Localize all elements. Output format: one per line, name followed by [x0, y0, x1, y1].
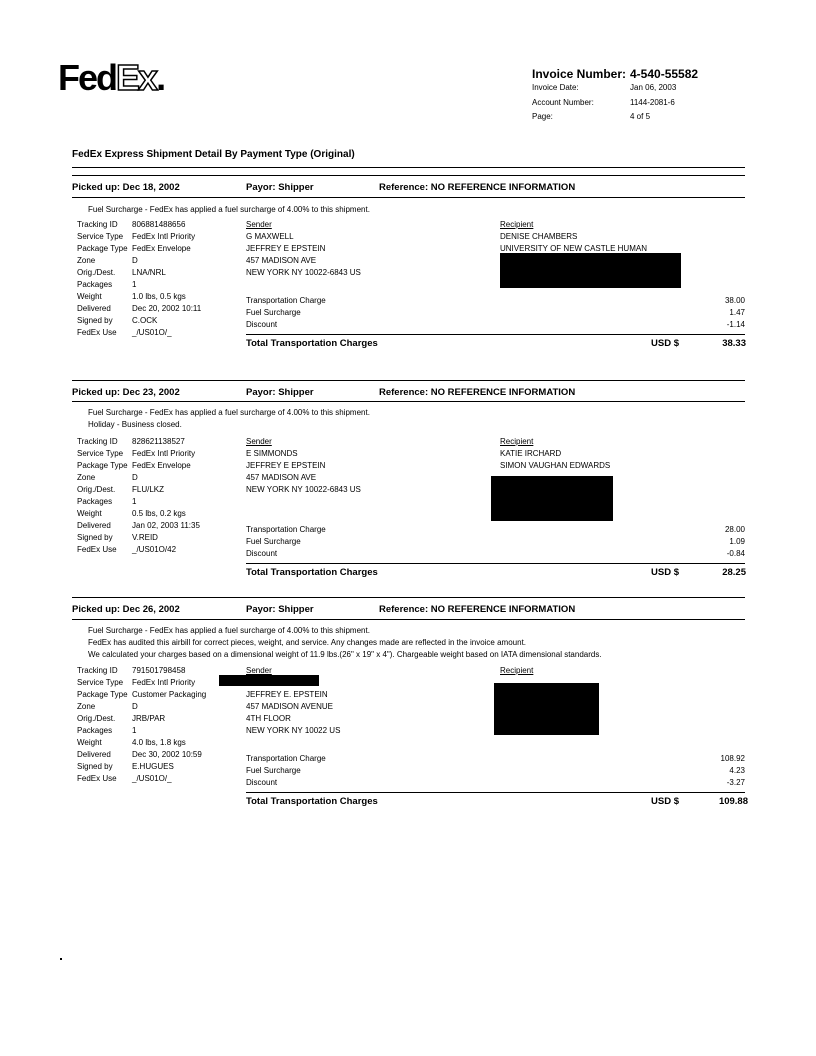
page-label: Page: [532, 112, 553, 121]
redaction-box [219, 675, 319, 686]
recipient-block: Recipient KATIE IRCHARD SIMON VAUGHAN EDWARDS [500, 437, 611, 470]
shipment-notes: Fuel Surcharge - FedEx has applied a fuel surcharge of 4.00% to this shipment. FedEx has audited this airbill for correct pieces, weight, and service. Any changes made are reflected in the invoice amount. We calculated your charges based on a dimensional weight of 11.9 lbs.(26" x 19" x 4"). Chargeable weight based on IATA dimensional standards. [88, 626, 602, 659]
currency: USD $ [651, 567, 679, 578]
fedex-logo: FedEx. [58, 57, 165, 98]
reference: Reference: NO REFERENCE INFORMATION [379, 604, 576, 615]
sender-block: Sender E SIMMONDS JEFFREY E EPSTEIN 457 MADISON AVE NEW YORK NY 10022-6843 US [246, 437, 361, 494]
shipment-note: Fuel Surcharge - FedEx has applied a fuel surcharge of 4.00% to this shipment. [88, 205, 370, 214]
total-label: Total Transportation Charges [246, 796, 378, 807]
redaction-box [491, 476, 613, 521]
divider [72, 380, 745, 381]
divider [246, 563, 745, 564]
invoice-number: 4-540-55582 [630, 67, 699, 81]
recipient-block: Recipient DENISE CHAMBERS UNIVERSITY OF NEW CASTLE HUMAN [500, 220, 647, 253]
account-number-label: Account Number: [532, 98, 594, 107]
payor: Payor: Shipper [246, 182, 314, 193]
recipient-block: Recipient [500, 666, 534, 675]
currency: USD $ [651, 338, 679, 349]
divider [246, 334, 745, 335]
total-label: Total Transportation Charges [246, 338, 378, 349]
reference: Reference: NO REFERENCE INFORMATION [379, 182, 576, 193]
total-amount: 38.33 [722, 338, 746, 349]
shipment-notes: Fuel Surcharge - FedEx has applied a fuel surcharge of 4.00% to this shipment. Holiday - Business closed. [88, 408, 370, 429]
total-label: Total Transportation Charges [246, 567, 378, 578]
redaction-box [500, 253, 681, 288]
divider [72, 197, 745, 198]
divider [72, 401, 745, 402]
charge-labels: Transportation Charge Fuel Surcharge Discount [246, 296, 326, 329]
payor: Payor: Shipper [246, 387, 314, 398]
charge-values: 38.00 1.47 -1.14 [724, 296, 745, 329]
invoice-date-label: Invoice Date: [532, 83, 579, 92]
divider [72, 175, 745, 176]
picked-up-date: Picked up: Dec 23, 2002 [72, 387, 180, 398]
total-amount: 109.88 [718, 796, 748, 807]
account-number: 1144-2081-6 [630, 98, 675, 107]
detail-labels: Tracking ID Service Type Package Type Zone Orig./Dest. Packages Weight Delivered Signed by FedEx Use [77, 666, 128, 783]
divider [246, 792, 745, 793]
charge-values: 108.92 4.23 -3.27 [720, 754, 745, 787]
stray-mark [60, 958, 62, 960]
detail-values: 791501798458 FedEx Intl Priority Customer Packaging D JRB/PAR 1 4.0 lbs, 1.8 kgs Dec 30, 2002 10:59 E.HUGUES _/US01O/_ [132, 666, 207, 783]
charge-values: 28.00 1.09 -0.84 [724, 525, 745, 558]
divider [72, 167, 745, 168]
total-amount: 28.25 [722, 567, 746, 578]
currency: USD $ [651, 796, 679, 807]
detail-values: 806881488656 FedEx Intl Priority FedEx Envelope D LNA/NRL 1 1.0 lbs, 0.5 kgs Dec 20, 2002 10:11 C.OCK _/US01O/_ [132, 220, 202, 337]
divider [72, 597, 745, 598]
payor: Payor: Shipper [246, 604, 314, 615]
detail-labels: Tracking ID Service Type Package Type Zone Orig./Dest. Packages Weight Delivered Signed by FedEx Use [77, 220, 128, 337]
sender-block: Sender JEFFREY E. EPSTEIN 457 MADISON AVENUE 4TH FLOOR NEW YORK NY 10022 US [246, 666, 341, 735]
picked-up-date: Picked up: Dec 26, 2002 [72, 604, 180, 615]
charge-labels: Transportation Charge Fuel Surcharge Discount [246, 754, 326, 787]
charge-labels: Transportation Charge Fuel Surcharge Discount [246, 525, 326, 558]
detail-values: 828621138527 FedEx Intl Priority FedEx Envelope D FLU/LKZ 1 0.5 lbs, 0.2 kgs Jan 02, 2003 11:35 V.REID _/US01O/42 [132, 437, 200, 554]
redaction-box [494, 683, 599, 735]
sender-block: Sender G MAXWELL JEFFREY E EPSTEIN 457 MADISON AVE NEW YORK NY 10022-6843 US [246, 220, 361, 277]
divider [72, 619, 745, 620]
picked-up-date: Picked up: Dec 18, 2002 [72, 182, 180, 193]
detail-labels: Tracking ID Service Type Package Type Zone Orig./Dest. Packages Weight Delivered Signed by FedEx Use [77, 437, 128, 554]
invoice-date: Jan 06, 2003 [630, 83, 677, 92]
reference: Reference: NO REFERENCE INFORMATION [379, 387, 576, 398]
page-number: 4 of 5 [630, 112, 651, 121]
invoice-number-label: Invoice Number: [532, 67, 627, 81]
page-title: FedEx Express Shipment Detail By Payment Type (Original) [72, 149, 355, 160]
